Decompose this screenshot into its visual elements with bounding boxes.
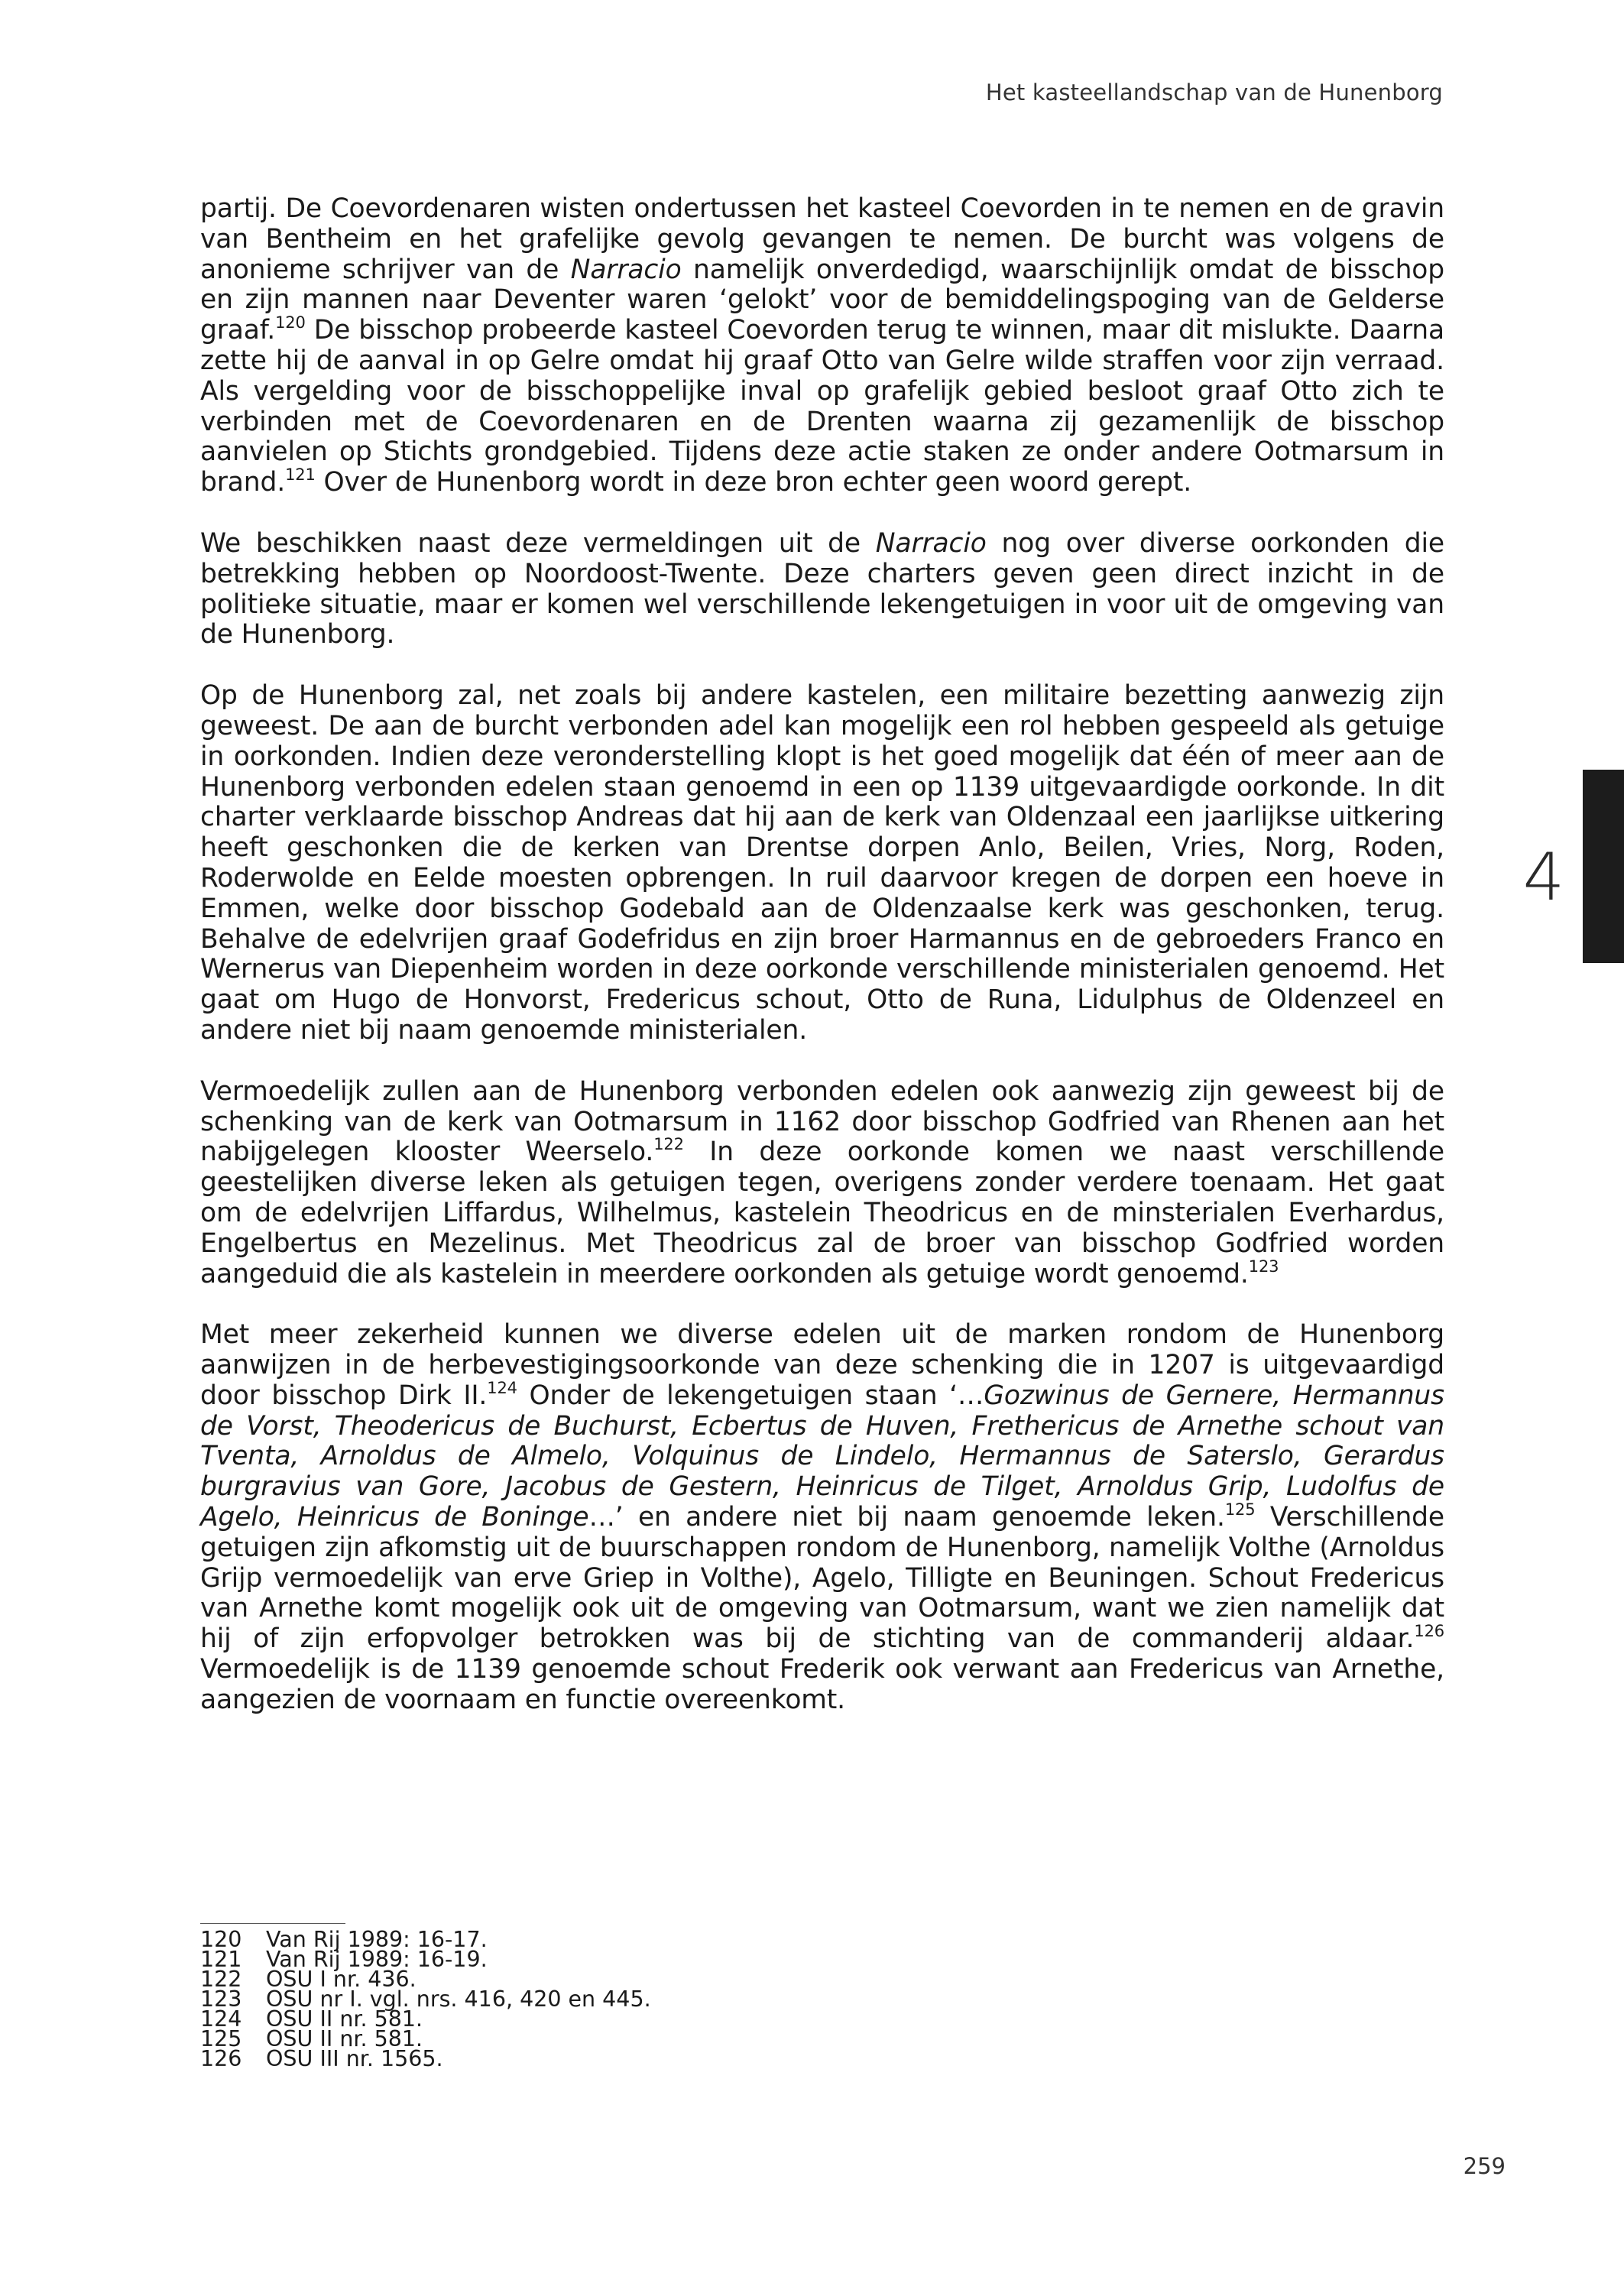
text-run: In deze oorkonde komen we naast verschillende geestelijken diverse leken als getuigen tegen, overigens zonder verdere toenaam. Het gaat om de edelvrijen Liffardus, Wilhelmus, kastelein Theodricus en de minsterialen Everhardus, Engelbertus en Mezelinus. Met Theodricus zal de broer van bisschop Godfried worden aangeduid die als kastelein in meerdere oorkonden als getuige wordt genoemd. — [200, 1137, 1444, 1289]
footnote-number: 122 — [200, 1967, 242, 1992]
italic-text: Narracio — [570, 254, 682, 285]
footnote-number: 121 — [200, 1947, 242, 1972]
footnote-text: OSU II nr. 581. — [266, 2026, 423, 2051]
footnote-ref[interactable]: 120 — [275, 313, 306, 332]
paragraph — [200, 1077, 1444, 1290]
footnotes — [200, 1927, 651, 2071]
chapter-tab-marker — [1583, 770, 1624, 963]
text-run: …’ en andere niet bij naam genoemde leken. — [588, 1502, 1225, 1533]
footnote-number: 120 — [200, 1927, 242, 1952]
footnote-number: 123 — [200, 1987, 242, 2012]
footnote-ref[interactable]: 122 — [653, 1135, 684, 1154]
footnote-text: Van Rij 1989: 16-17. — [266, 1927, 488, 1952]
footnote-ref[interactable]: 123 — [1248, 1257, 1279, 1276]
running-head: Het kasteellandschap van de Hunenborg — [985, 79, 1443, 105]
paragraph — [200, 194, 1444, 498]
text-run: Over de Hunenborg wordt in deze bron echter geen woord gerept. — [315, 467, 1192, 498]
footnote-text: OSU nr I. vgl. nrs. 416, 420 en 445. — [266, 1987, 651, 2012]
text-run: namelijk onverdedigd, waarschijnlijk omdat de bisschop en zijn mannen naar Deventer waren ‘gelokt’ voor de bemiddelingspoging van de Gelderse graaf. — [200, 254, 1444, 346]
footnote-text: OSU I nr. 436. — [266, 1967, 417, 1992]
chapter-number: 4 — [1522, 839, 1565, 916]
text-run: Onder de lekengetuigen staan ‘… — [517, 1380, 984, 1411]
footnote-divider — [200, 1923, 345, 1924]
text-run: Op de Hunenborg zal, net zoals bij andere kastelen, een militaire bezetting aanwezig zijn geweest. De aan de burcht verbonden adel kan mogelijk een rol hebben gespeeld als getuige in oorkonden. Indien deze veronderstelling klopt is het goed mogelijk dat één of meer aan de Hunenborg verbonden edelen staan genoemd in een op 1139 uitgevaardigde oorkonde. In dit charter verklaarde bisschop Andreas dat hij aan de kerk van Oldenzaal een jaarlijkse uitkering heeft geschonken die de kerken van Drentse dorpen Anlo, Beilen, Vries, Norg, Roden, Roderwolde en Eelde moesten opbrengen. In ruil daarvoor kregen de dorpen een hoeve in Emmen, welke door bisschop Godebald aan de Oldenzaalse kerk was geschonken, terug. Behalve de edelvrijen graaf Godefridus en zijn broer Harmannus en de gebroeders Franco en Wernerus van Diepenheim worden in deze oorkonde verschillende ministerialen genoemd. Het gaat om Hugo de Honvorst, Fredericus schout, Otto de Runa, Lidulphus de Oldenzeel en andere niet bij naam genoemde ministerialen. — [200, 680, 1444, 1046]
body-text — [200, 194, 1444, 1747]
footnote-number: 125 — [200, 2026, 242, 2051]
text-run: Vermoedelijk is de 1139 genoemde schout Frederik ook verwant aan Fredericus van Arnethe, aangezien de voornaam en functie overeenkomt. — [200, 1654, 1444, 1715]
footnote-ref[interactable]: 126 — [1414, 1622, 1444, 1641]
text-run: nog over diverse oorkonden die betrekking hebben op Noordoost-Twente. Deze charters geven geen direct inzicht in de politieke situatie, maar er komen wel verschillende lekengetuigen in voor uit de omgeving van de Hunenborg. — [200, 527, 1444, 650]
footnote-text: Van Rij 1989: 16-19. — [266, 1947, 488, 1972]
footnote-text: OSU II nr. 581. — [266, 2006, 423, 2032]
text-run: partij. De Coevordenaren wisten ondertussen het kasteel Coevorden in te nemen en de gravin van Bentheim en het grafelijke gevolg gevangen te nemen. De burcht was volgens de anonieme schrijver van de — [200, 193, 1444, 285]
footnote-text: OSU III nr. 1565. — [266, 2046, 443, 2071]
text-run: Vermoedelijk zullen aan de Hunenborg verbonden edelen ook aanwezig zijn geweest bij de schenking van de kerk van Ootmarsum in 1162 door bisschop Godfried van Rhenen aan het nabijgelegen klooster Weerselo. — [200, 1075, 1444, 1168]
paragraph — [200, 681, 1444, 1046]
footnote-number: 124 — [200, 2006, 242, 2032]
italic-text: Narracio — [875, 527, 987, 559]
text-run: Met meer zekerheid kunnen we diverse edelen uit de marken rondom de Hunenborg aanwijzen in de herbevestigingsoorkonde van deze schenking die in 1207 is uitgevaardigd door bisschop Dirk II. — [200, 1319, 1444, 1411]
footnote-ref[interactable]: 125 — [1224, 1500, 1256, 1519]
page-number: 259 — [1463, 2153, 1506, 2179]
footnote — [200, 2046, 651, 2071]
footnote-ref[interactable]: 124 — [487, 1378, 517, 1397]
paragraph — [200, 1320, 1444, 1715]
text-run: Verschillende getuigen zijn afkomstig uit de buurschappen rondom de Hunenborg, namelijk Volthe (Arnoldus Grijp vermoedelijk van erve Griep in Volthe), Agelo, Tilligte en Beuningen. Schout Fredericus van Arnethe komt mogelijk ook uit de omgeving van Ootmarsum, want we zien namelijk dat hij of zijn erfopvolger betrokken was bij de stichting van de commanderij aldaar. — [200, 1502, 1445, 1655]
text-run: De bisschop probeerde kasteel Coevorden terug te winnen, maar dit mislukte. Daarna zette hij de aanval in op Gelre omdat hij graaf Otto van Gelre wilde straffen voor zijn verraad. Als vergelding voor de bisschoppelijke inval op grafelijk gebied besloot graaf Otto zich te verbinden met de Coevordenaren en de Drenten waarna zij gezamenlijk de bisschop aanvielen op Stichts grondgebied. Tijdens deze actie staken ze onder andere Ootmarsum in brand. — [200, 315, 1444, 498]
footnote-number: 126 — [200, 2046, 242, 2071]
footnote-ref[interactable]: 121 — [285, 465, 316, 485]
paragraph — [200, 529, 1444, 650]
italic-text: Gozwinus de Gernere, Hermannus de Vorst, Theodericus de Buchurst, Ecbertus de Huven, Frethericus de Arnethe schout van Tventa, Arnoldus de Almelo, Volquinus de Lindelo, Hermannus de Saterslo, Gerardus burgravius van Gore, Jacobus de Gestern, Heinricus de Tilget, Arnoldus Grip, Ludolfus de Agelo, Heinricus de Boninge — [200, 1380, 1444, 1533]
text-run: We beschikken naast deze vermeldingen uit de — [200, 527, 876, 559]
